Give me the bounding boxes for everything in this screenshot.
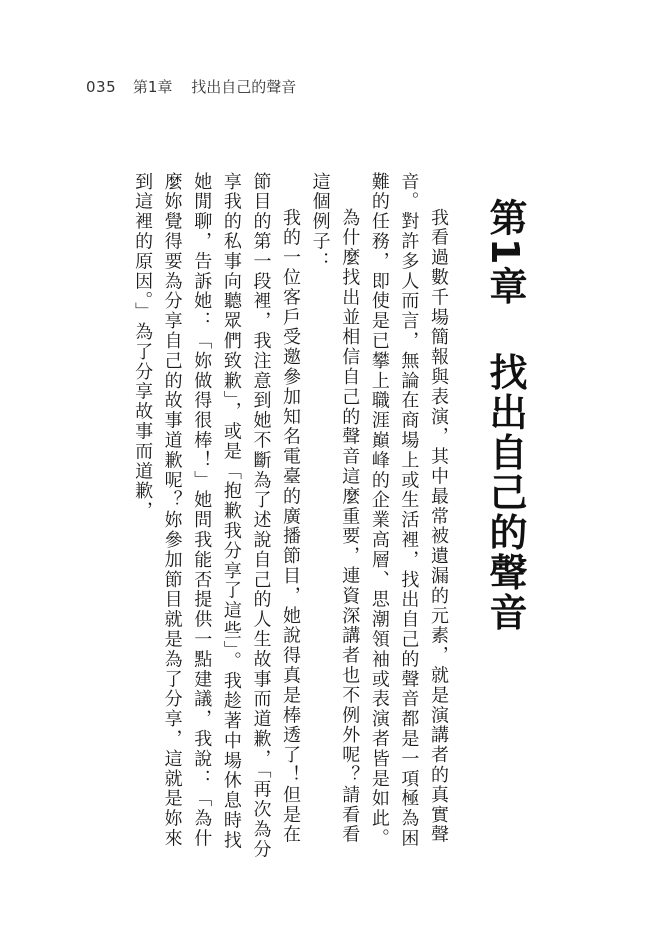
- chapter-title-suffix: 章: [483, 266, 527, 307]
- chapter-title-name: 找出自己的聲音: [483, 352, 527, 633]
- chapter-title: [480, 198, 530, 632]
- running-header: [86, 76, 296, 97]
- header-chapter-label: 第1章: [132, 78, 173, 96]
- chapter-title-number: 1: [483, 238, 527, 267]
- paragraph-1: 我看過數千場簡報與表演，其中最常被遺漏的元素，就是演講者的真實聲音。對許多人而言，無論在商場上或生活裡，找出自己的聲音都是一項極為困難的任務，即使是已攀上職涯巔峰的企業高層、思潮領袖或表演者皆是如此。: [368, 172, 449, 849]
- page-number: 035: [86, 78, 117, 96]
- paragraph-3: 我的一位客戶受邀參加知名電臺的廣播節目，她說得真是棒透了！但是在節目的第一段裡，我注意到她不斷為了述說自己的人生故事而道歉，「再次為分享我的私事向聽眾們致歉」，或是「抱歉我分享了這些」。我趁著中場休息時找她閒聊，告訴她：「妳做得很棒！」她問我能否提供一點建議，我說：「為什麼妳覺得要為分享自己的故事道歉呢？妳參加節目就是為了分享，這就是妳來到這裡的原因。」為了分享故事而道歉，: [132, 172, 302, 860]
- paragraph-2: 為什麼找出並相信自己的聲音這麼重要，連資深講者也不例外呢？請看看這個例子：: [309, 172, 361, 845]
- chapter-title-prefix: 第: [483, 198, 527, 238]
- body-text: [127, 172, 453, 862]
- header-chapter-name: 找出自己的聲音: [191, 78, 297, 96]
